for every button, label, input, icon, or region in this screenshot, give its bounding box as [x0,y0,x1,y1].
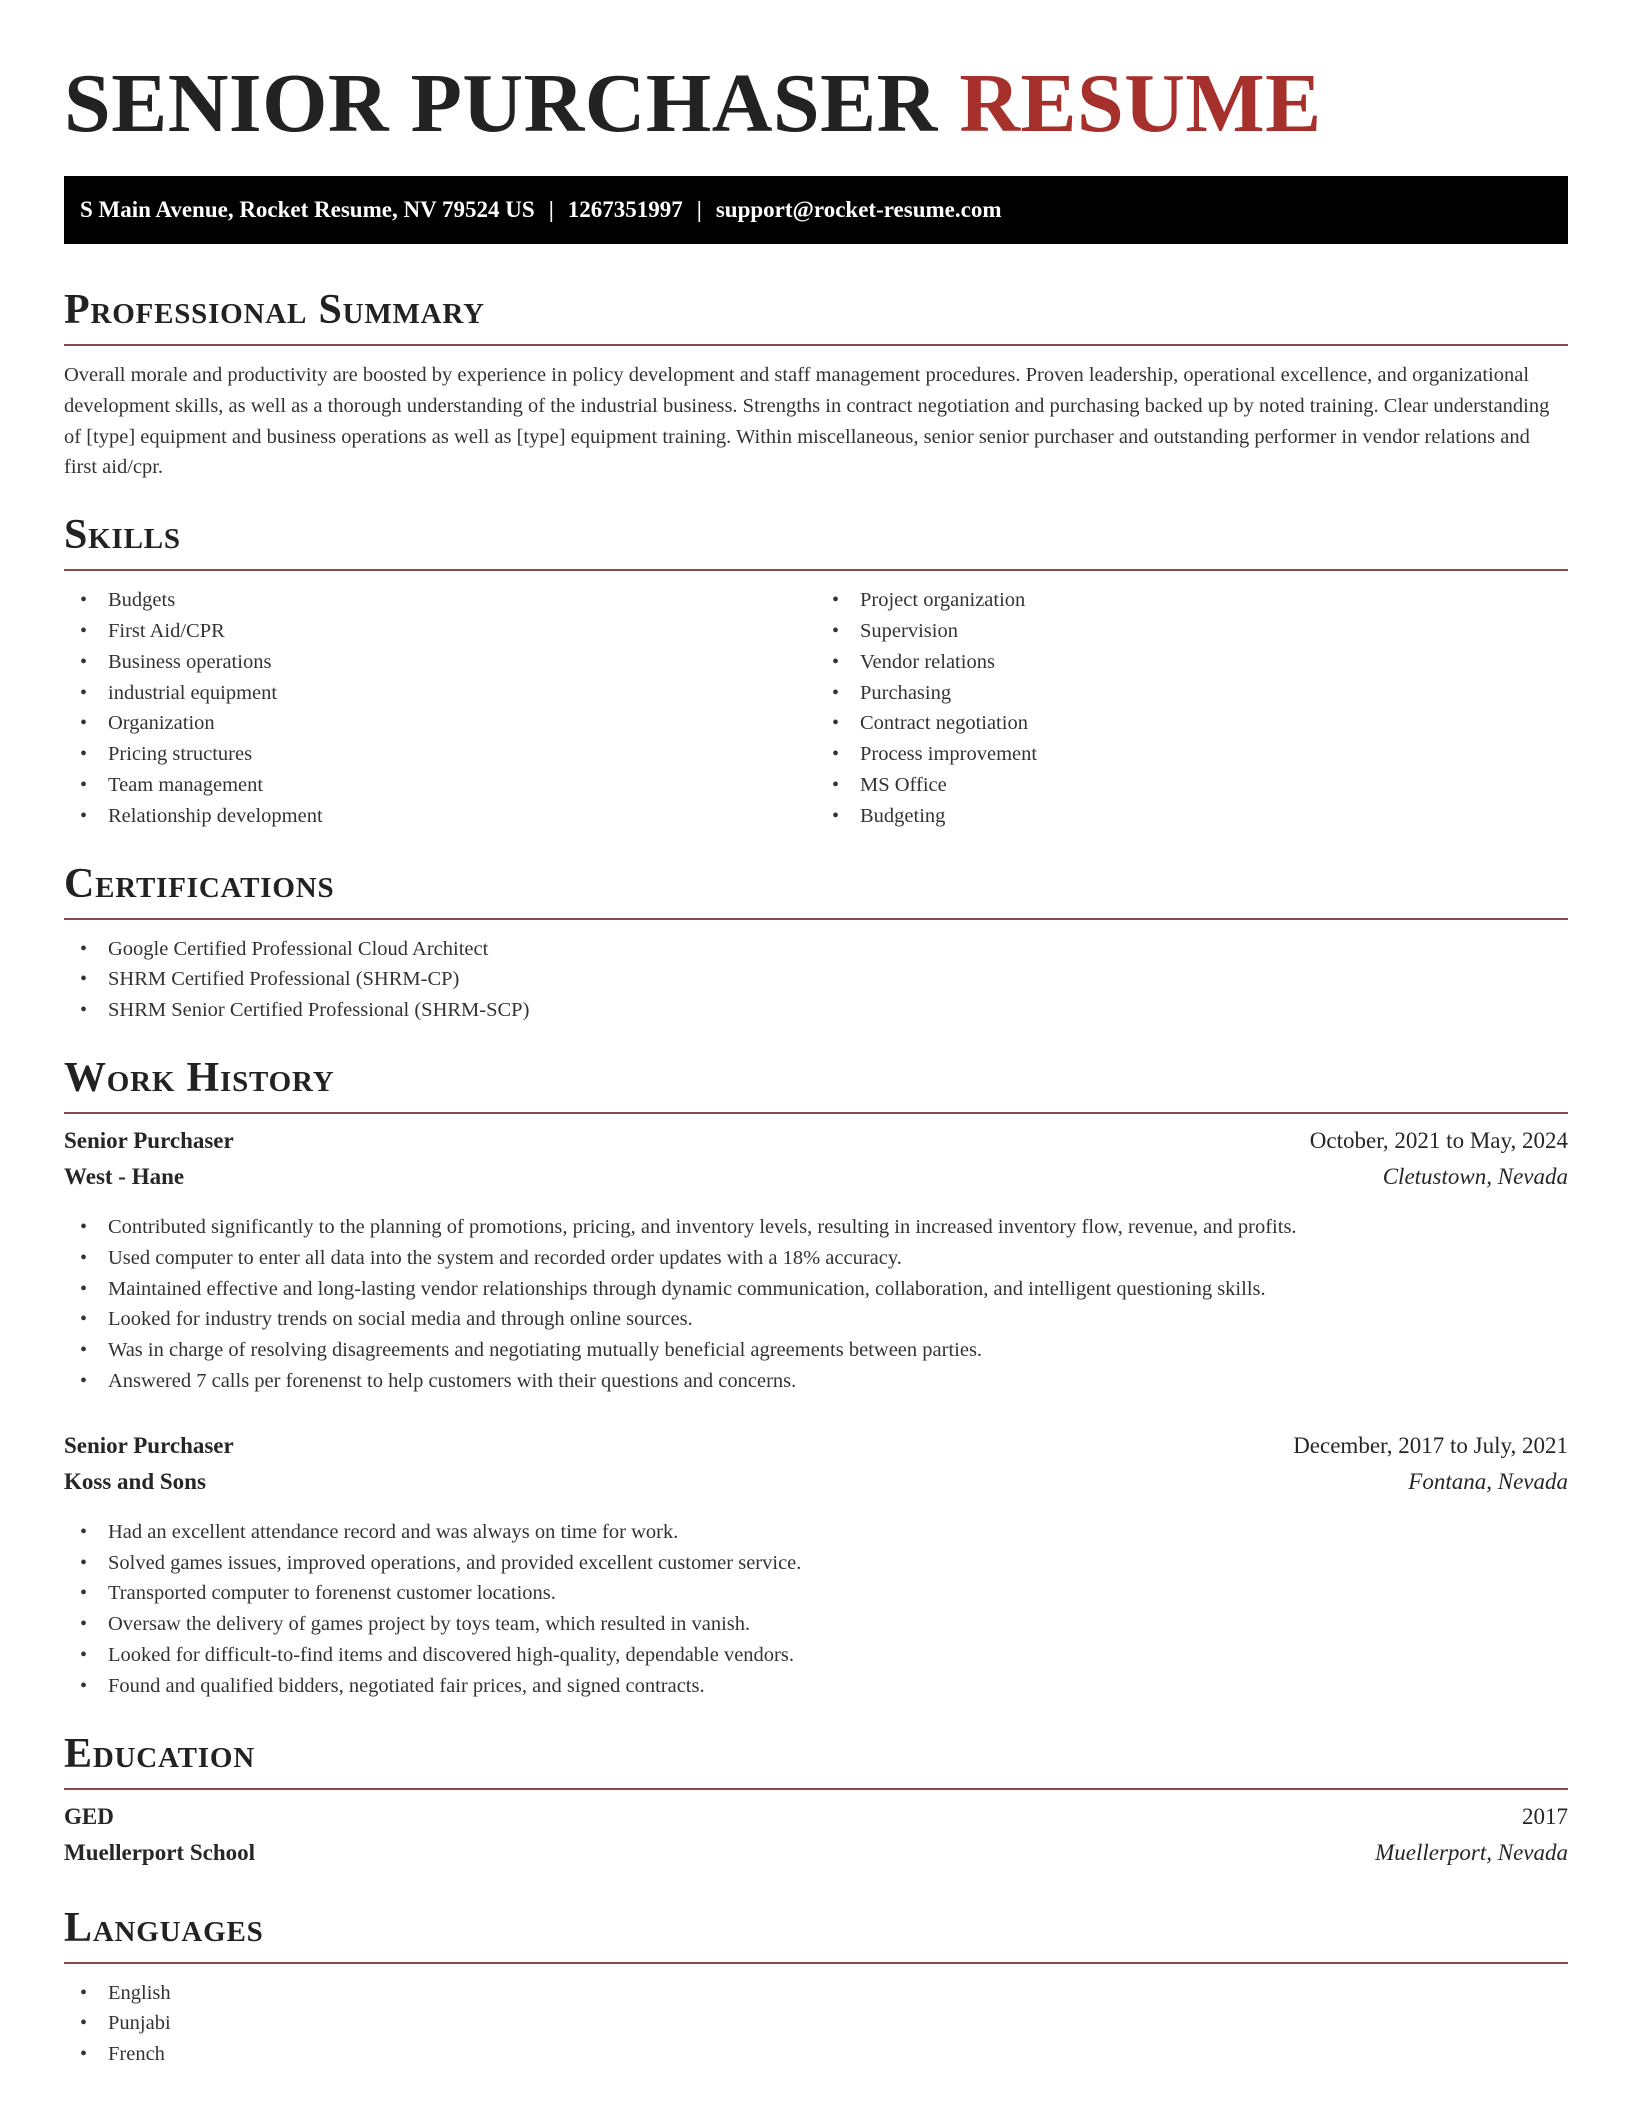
contact-separator: | [696,197,702,222]
contact-separator: | [548,197,554,222]
job-company-row [64,1469,1568,1505]
job-title: Senior Purchaser [64,1127,234,1153]
job-bullet: • Transported computer to forenenst customer locations. [64,1578,1568,1609]
job-bullet: • Used computer to enter all data into the system and recorded order updates with a 18% accuracy. [64,1243,1568,1274]
job-bullet: • Was in charge of resolving disagreements and negotiating mutually beneficial agreements between parties. [64,1335,1568,1366]
work-history-heading: Work History [64,1054,1568,1114]
job-location: Cletustown, Nevada [1382,1163,1568,1189]
job-company: Koss and Sons [64,1468,206,1494]
skills-section [64,511,1568,831]
job-location: Fontana, Nevada [1408,1468,1568,1494]
job-title-row [64,1128,1568,1164]
skill-item: • Contract negotiation [816,708,1568,739]
summary-heading: Professional Summary [64,286,1568,346]
job-bullet: • Looked for industry trends on social media and through online sources. [64,1304,1568,1335]
education-degree: GED [64,1803,114,1829]
languages-heading: Languages [64,1904,1568,1964]
skill-item: • Relationship development [64,801,816,832]
skills-heading: Skills [64,511,1568,571]
education-degree-row [64,1804,1568,1840]
summary-section [64,286,1568,483]
skill-item: • First Aid/CPR [64,616,816,647]
skill-item: • industrial equipment [64,678,816,709]
certification-item: • SHRM Senior Certified Professional (SHRM-SCP) [64,995,1568,1026]
job-bullet: • Contributed significantly to the planning of promotions, pricing, and inventory levels, resulting in increased inventory flow, revenue, and profits. [64,1212,1568,1243]
education-year: 2017 [1522,1803,1568,1829]
language-item: • French [64,2039,1568,2070]
job-bullet: • Answered 7 calls per forenenst to help customers with their questions and concerns. [64,1366,1568,1397]
languages-section [64,1904,1568,2070]
skill-item: • Business operations [64,647,816,678]
education-section [64,1730,1568,1876]
job-bullet: • Oversaw the delivery of games project by toys team, which resulted in vanish. [64,1609,1568,1640]
title-accent: RESUME [959,57,1322,150]
skill-item: • Organization [64,708,816,739]
skills-grid [64,585,1568,831]
job-entry [64,1128,1568,1397]
contact-bar [64,176,1568,244]
skills-list-right [816,585,1568,831]
certification-item: • Google Certified Professional Cloud Architect [64,934,1568,965]
language-item: • English [64,1978,1568,2009]
job-company: West - Hane [64,1163,185,1189]
certification-item: • SHRM Certified Professional (SHRM-CP) [64,964,1568,995]
title-main: SENIOR PURCHASER [64,57,938,150]
education-school: Muellerport School [64,1839,255,1865]
job-entry [64,1433,1568,1702]
certifications-heading: Certifications [64,860,1568,920]
language-item: • Punjabi [64,2008,1568,2039]
job-bullet: • Solved games issues, improved operations, and provided excellent customer service. [64,1548,1568,1579]
education-entry [64,1804,1568,1876]
summary-text: Overall morale and productivity are boosted by experience in policy development and staff management procedures. Proven leadership, operational excellence, and organizational development skills, as well as a thorough understanding of the industrial business. Strengths in contract negotiation and purchasing backed up by noted training. Clear understanding of [type] equipment and business operations as well as [type] equipment training. Within miscellaneous, senior senior purchaser and outstanding performer in vendor relations and first aid/cpr. [64,364,1550,479]
skill-item: • Budgeting [816,801,1568,832]
education-school-row [64,1840,1568,1876]
resume-title [64,0,1568,176]
job-bullets [64,1212,1568,1397]
skill-item: • Project organization [816,585,1568,616]
contact-phone: 1267351997 [567,197,683,222]
job-bullets [64,1517,1568,1702]
skill-item: • Purchasing [816,678,1568,709]
skill-item: • Budgets [64,585,816,616]
job-bullet: • Maintained effective and long-lasting vendor relationships through dynamic communication, collaboration, and intelligent questioning skills. [64,1274,1568,1305]
skill-item: • Team management [64,770,816,801]
certifications-list [64,934,1568,1026]
job-title: Senior Purchaser [64,1432,234,1458]
contact-address: S Main Avenue, Rocket Resume, NV 79524 US [80,197,535,222]
skills-list-left [64,585,816,831]
job-dates: October, 2021 to May, 2024 [1309,1127,1568,1153]
skill-item: • Vendor relations [816,647,1568,678]
skill-item: • Process improvement [816,739,1568,770]
languages-list [64,1978,1568,2070]
job-title-row [64,1433,1568,1469]
job-bullet: • Found and qualified bidders, negotiated fair prices, and signed contracts. [64,1671,1568,1702]
skill-item: • Supervision [816,616,1568,647]
education-heading: Education [64,1730,1568,1790]
skill-item: • MS Office [816,770,1568,801]
contact-email: support@rocket-resume.com [715,197,1002,222]
job-company-row [64,1164,1568,1200]
job-bullet: • Had an excellent attendance record and was always on time for work. [64,1517,1568,1548]
skill-item: • Pricing structures [64,739,816,770]
work-history-section [64,1054,1568,1702]
certifications-section [64,860,1568,1026]
job-bullet: • Looked for difficult-to-find items and discovered high-quality, dependable vendors. [64,1640,1568,1671]
education-location: Muellerport, Nevada [1375,1839,1568,1865]
job-dates: December, 2017 to July, 2021 [1293,1432,1568,1458]
